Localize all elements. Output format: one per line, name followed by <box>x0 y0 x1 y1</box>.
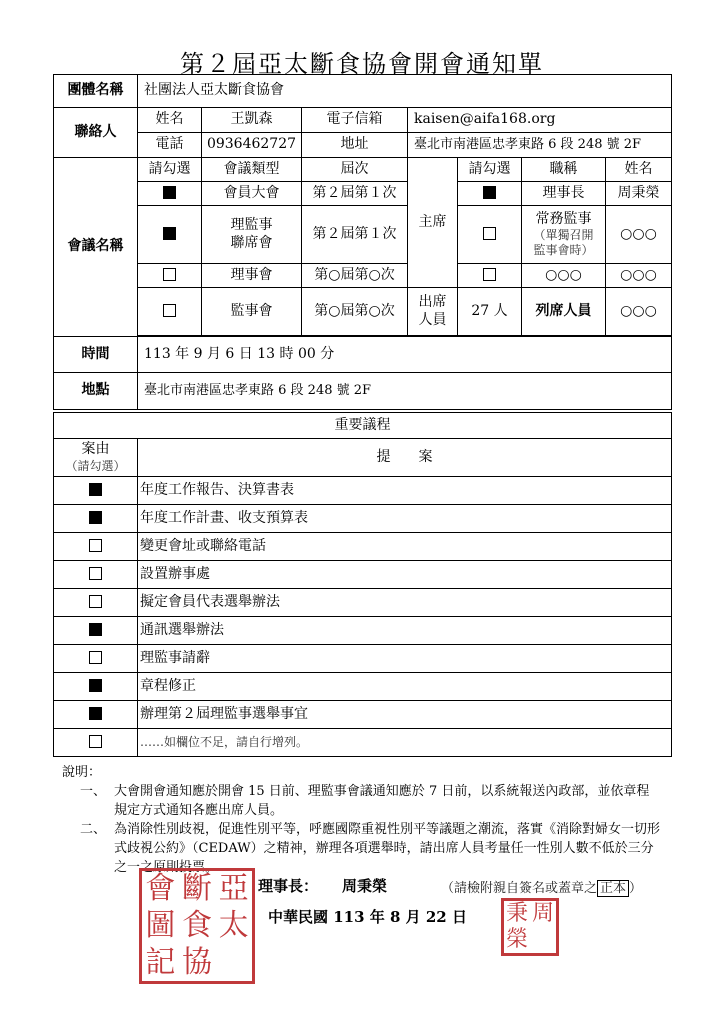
table-row <box>54 589 672 617</box>
org-value: 社團法人亞太斷食協會 <box>138 75 672 108</box>
chair-name: 周秉榮 <box>606 182 672 206</box>
contact-address: 臺北市南港區忠孝東路 6 段 248 號 2F <box>408 133 672 158</box>
chair-label: 主席 <box>408 158 458 288</box>
meeting-session: 第２屆第１次 <box>302 182 408 206</box>
time-value: 113 年 9 月 6 日 13 時 00 分 <box>138 337 672 373</box>
table-row <box>54 561 672 589</box>
table-row <box>54 729 672 757</box>
org-label: 團體名稱 <box>54 75 138 108</box>
checkbox[interactable] <box>89 595 102 608</box>
meeting-type: 會員大會 <box>202 182 302 206</box>
meeting-header-session: 屆次 <box>302 158 408 182</box>
agenda-item: 年度工作報告、決算書表 <box>138 477 672 505</box>
chairman-seal: 秉 周 榮 <box>501 898 559 956</box>
chair-name: ○○○ <box>606 206 672 264</box>
chair-position-cell <box>522 206 606 264</box>
note-text: 大會開會通知應於開會 15 日前、理監事會議通知應於 7 日前，以系統報送內政部，並依章程規定方式通知各應出席人員。 <box>114 784 650 818</box>
checkbox[interactable] <box>89 623 102 636</box>
notes-label: 說明： <box>62 765 102 780</box>
chair-position: ○○○ <box>522 264 606 288</box>
table-row <box>54 645 672 673</box>
checkbox[interactable] <box>89 567 102 580</box>
agenda-item: 年度工作計畫、收支預算表 <box>138 505 672 533</box>
checkbox[interactable] <box>163 268 176 281</box>
signature-note: （請檢附親自簽名或蓋章之 正本 ） <box>441 881 643 896</box>
meeting-type: 理監事聯席會 <box>202 206 302 264</box>
email-label: 電子信箱 <box>302 108 408 133</box>
chair-name: ○○○ <box>606 264 672 288</box>
meeting-header-name: 姓名 <box>606 158 672 182</box>
signature-name: 周秉榮 <box>342 877 388 895</box>
contact-name: 王凱森 <box>202 108 302 133</box>
agenda-col2: 提 案 <box>138 439 672 477</box>
chair-position: 常務監事 <box>535 210 592 227</box>
meeting-session: 第○屆第○次 <box>302 288 408 336</box>
meeting-header-check2: 請勾選 <box>458 158 522 182</box>
chair-position-note: （單獨召開監事會時） <box>533 228 594 258</box>
contact-phone: 0936462727 <box>202 133 302 158</box>
name-label: 姓名 <box>138 108 202 133</box>
notes <box>62 763 662 877</box>
checkbox[interactable] <box>483 268 496 281</box>
meeting-header-check: 請勾選 <box>138 158 202 182</box>
agenda-col1 <box>54 439 138 477</box>
note-text: 為消除性別歧視，促進性別平等，呼應國際重視性別平等議題之潮流，落實《消除對婦女一切形式歧視公約》（CEDAW）之精神，辦理各項選舉時，請出席人員考量任一性別人數不低於三分之一之原則投票。 <box>114 822 661 875</box>
attend-count: 27 人 <box>458 288 522 336</box>
agenda-item: 擬定會員代表選舉辦法 <box>138 589 672 617</box>
checkbox[interactable] <box>89 483 102 496</box>
chair-position: 理事長 <box>522 182 606 206</box>
checkbox[interactable] <box>483 186 496 199</box>
table-row <box>54 533 672 561</box>
checkbox[interactable] <box>483 227 496 240</box>
contact-label: 聯絡人 <box>54 108 138 158</box>
table-row <box>54 477 672 505</box>
attend-label: 出席人員 <box>408 288 458 336</box>
checkbox[interactable] <box>89 511 102 524</box>
checkbox[interactable] <box>89 539 102 552</box>
checkbox[interactable] <box>163 227 176 240</box>
checkbox[interactable] <box>89 651 102 664</box>
meeting-label: 會議名稱 <box>54 158 138 337</box>
checkbox[interactable] <box>163 186 176 199</box>
table-row <box>54 505 672 533</box>
checkbox[interactable] <box>89 707 102 720</box>
agenda-item: 辦理第２屆理監事選舉事宜 <box>138 701 672 729</box>
association-seal: 會 斷 亞 圖 食 太 記 協 <box>139 868 255 984</box>
checkbox[interactable] <box>89 735 102 748</box>
note-num: 二、 <box>80 822 107 837</box>
agenda-item: 通訊選舉辦法 <box>138 617 672 645</box>
guest-label: 列席人員 <box>522 288 606 336</box>
agenda-item: 設置辦事處 <box>138 561 672 589</box>
agenda-col1-label: 案由 <box>81 441 110 458</box>
table-row <box>54 701 672 729</box>
address-label: 地址 <box>302 133 408 158</box>
agenda-col1-note: （請勾選） <box>65 458 126 473</box>
table-row <box>54 673 672 701</box>
time-label: 時間 <box>54 337 138 373</box>
note-num: 一、 <box>80 784 107 799</box>
signature-role: 理事長： <box>258 877 319 895</box>
meeting-session: 第２屆第１次 <box>302 206 408 264</box>
phone-label: 電話 <box>138 133 202 158</box>
page-title: 第２屆亞太斷食協會開會通知單 <box>180 50 544 78</box>
place-value: 臺北市南港區忠孝東路 6 段 248 號 2F <box>138 373 672 410</box>
meeting-type: 理事會 <box>202 264 302 288</box>
meeting-session: 第○屆第○次 <box>302 264 408 288</box>
signature-date: 中華民國 113 年 8 月 22 日 <box>268 908 467 926</box>
original-box: 正本 <box>597 880 629 897</box>
guest-name: ○○○ <box>606 288 672 336</box>
checkbox[interactable] <box>89 679 102 692</box>
agenda-item: 章程修正 <box>138 673 672 701</box>
meeting-header-position: 職稱 <box>522 158 606 182</box>
place-label: 地點 <box>54 373 138 410</box>
meeting-type: 監事會 <box>202 288 302 336</box>
meeting-header-type: 會議類型 <box>202 158 302 182</box>
note-item <box>62 782 662 820</box>
info-table <box>53 74 672 410</box>
contact-email: kaisen@aifa168.org <box>408 108 672 133</box>
table-row <box>54 617 672 645</box>
agenda-title: 重要議程 <box>54 413 672 439</box>
agenda-table <box>53 412 672 757</box>
agenda-item: ……如欄位不足，請自行增列。 <box>138 729 672 757</box>
agenda-item: 變更會址或聯絡電話 <box>138 533 672 561</box>
agenda-item: 理監事請辭 <box>138 645 672 673</box>
checkbox[interactable] <box>163 304 176 317</box>
